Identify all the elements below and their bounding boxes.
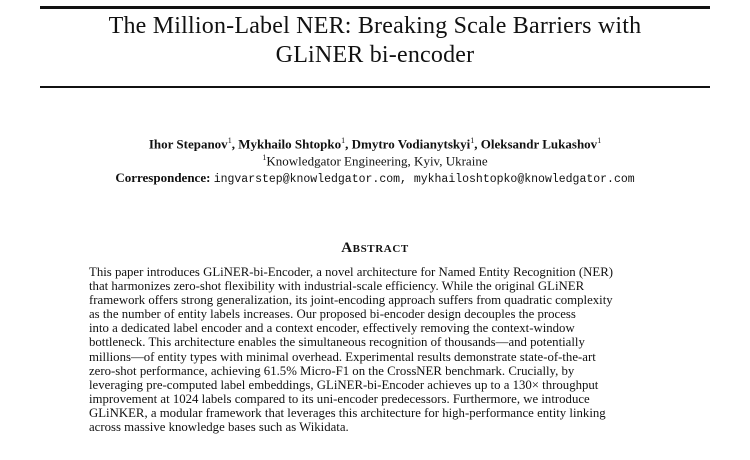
abstract-line: into a dedicated label encoder and a context encoder, effectively removing the context-window <box>89 321 575 336</box>
abstract-line: bottleneck. This architecture enables the simultaneous recognition of thousands—and potentially <box>89 335 585 350</box>
correspondence <box>20 170 730 186</box>
author-affiliation-mark: 1 <box>227 136 232 145</box>
author-affiliation-mark: 1 <box>597 136 602 145</box>
affiliation-text: Knowledgator Engineering, Kyiv, Ukraine <box>266 153 488 169</box>
title-line-2: GLiNER bi-encoder <box>275 42 475 68</box>
author-affiliation-mark: 1 <box>341 136 346 145</box>
abstract-line: improvement at 1024 labels compared to its uni-encoder predecessors. Furthermore, we introduce <box>89 391 590 406</box>
abstract-line: as the number of entity labels increases. Our proposed bi-encoder design decouples the process <box>89 307 576 322</box>
author-name: Dmytro Vodianytskyi <box>351 136 471 152</box>
paper-title <box>20 12 730 70</box>
author-affiliation-mark: 1 <box>470 136 475 145</box>
affiliation <box>20 153 730 169</box>
title-rule <box>40 86 710 88</box>
abstract-body <box>89 265 661 434</box>
abstract-line: GLiNKER, a modular framework that leverages this architecture for high-performance entity linking <box>89 405 606 420</box>
abstract-line: that harmonizes zero-shot flexibility with industrial-scale efficiency. While the original GLiNER <box>89 279 585 294</box>
title-line-1: The Million-Label NER: Breaking Scale Barriers with <box>108 13 642 39</box>
abstract-line: framework offers strong generalization, its joint-encoding approach suffers from quadratic complexity <box>89 293 613 308</box>
correspondence-label: Correspondence: <box>115 170 211 185</box>
abstract-line: leveraging pre-computed label embeddings, GLiNER-bi-Encoder achieves up to a 130× throughput <box>89 377 599 392</box>
author-name: Ihor Stepanov <box>148 136 228 152</box>
abstract-line: This paper introduces GLiNER-bi-Encoder, a novel architecture for Named Entity Recognition (NER) <box>89 265 613 279</box>
top-rule <box>40 6 710 9</box>
abstract-line: zero-shot performance, achieving 61.5% Micro-F1 on the CrossNER benchmark. Crucially, by <box>89 363 575 378</box>
author-list: Ihor Stepanov$^1$, Mykhailo Shtopko$^1$, Dmytro Vodianytskyi$^1$, Oleksandr Lukashov$^1$ <box>148 136 602 152</box>
author-name: Oleksandr Lukashov <box>480 136 598 152</box>
author-name: Mykhailo Shtopko <box>238 136 342 152</box>
abstract-line: millions—of entity types with minimal overhead. Experimental results demonstrate state-of-the-art <box>89 349 596 364</box>
abstract-heading: Abstract <box>341 240 409 256</box>
abstract-line: across massive knowledge bases such as Wikidata. <box>89 420 349 435</box>
correspondence-emails[interactable]: ingvarstep@knowledgator.com, mykhailoshtopko@knowledgator.com <box>213 173 635 186</box>
affiliation-mark: 1 <box>262 153 267 162</box>
